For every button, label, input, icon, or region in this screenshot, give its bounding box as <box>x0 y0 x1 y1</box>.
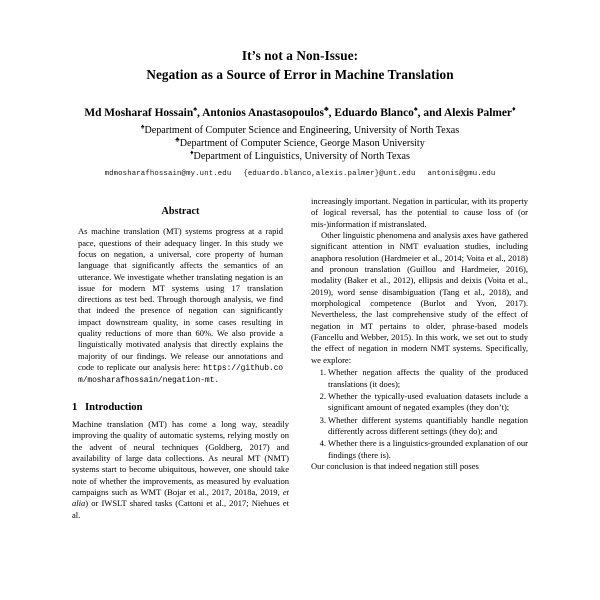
affiliation-mark-1: ♠ <box>140 123 145 131</box>
introduction-text-clipped: shared tasks (Cattoni et al., 2017; Niehues et al. <box>72 498 289 520</box>
author-name-1: Md Mosharaf Hossain <box>84 107 194 119</box>
introduction-text-part-2: ) or IWSLT <box>85 498 127 509</box>
email-1: mdmosharafhossain@my.unt.edu <box>104 169 232 178</box>
affiliation-1 <box>0 124 600 137</box>
right-closing-clipped: Our conclusion is that indeed negation still poses <box>311 460 479 471</box>
email-3: antonis@gmu.edu <box>427 169 496 178</box>
list-item: Whether the typically-used evaluation datasets include a significant amount of negated examples (they don’t); <box>328 390 528 413</box>
research-questions-list <box>311 367 528 461</box>
affiliation-2 <box>0 137 600 150</box>
introduction-paragraph-1 <box>72 419 289 521</box>
list-item: Whether negation affects the quality of the produced translations (it does); <box>328 367 528 389</box>
author-name-2: Antonios Anastasopoulos <box>202 107 324 119</box>
list-item: Whether different systems quantifiably handle negation differently across different settings (they do); and <box>328 414 528 436</box>
list-item: Whether there is a linguistics-grounded explanation of our findings (there is). <box>328 438 528 460</box>
author-affiliation-mark-1: ♠ <box>193 105 198 114</box>
author-name-3: Eduardo Blanco <box>334 107 414 119</box>
affiliation-text-3: Department of Linguistics, University of North Texas <box>193 151 410 163</box>
author-affiliation-mark-3: ♠ <box>413 105 418 114</box>
introduction-text-italic: et alia <box>72 486 289 509</box>
author-affiliation-mark-2: ♣ <box>323 105 329 114</box>
page-title-line-2: Negation as a Source of Error in Machine Translation <box>146 67 454 82</box>
right-column <box>311 196 528 600</box>
abstract-text: As machine translation (MT) systems progress at a rapid pace, questions of their adequacy linger. In this study we focus on negation, a universal, core property of human language that significantly affects the semantics of an utterance. We investigate whether translating negation is an issue for modern MT systems using 17 translation directions as test bed. Through thorough analysis, we find that indeed the presence of negation can significantly impact downstream quality, in some cases resulting in quality reductions of more than 60%. We also provide a linguistically motivated analysis that directly explains the majority of our findings. We release our annotations and code to replicate our analysis here: <box>78 226 283 372</box>
abstract-body <box>72 226 289 386</box>
affiliation-text-2: Department of Computer Science, George Mason University <box>179 138 425 150</box>
section-number: 1 <box>72 401 78 413</box>
author-emails <box>0 170 600 178</box>
affiliation-mark-2: ♣ <box>175 136 180 144</box>
author-affiliation-mark-4: ♦ <box>512 105 516 114</box>
right-paragraph-related-work: Other linguistic phenomena and analysis axes have gathered significant attention in NMT evaluation studies, including anaphora resolution (Hardmeier et al., 2014; Voita et al., 2018) and pronoun translation (Guillou and Hardmeier, 2016), modality (Baker et al., 2012), ellipsis and deixis (Voita et al., 2019), word sense disambiguation (Tang et al., 2018), and morphological competence (Burlot and Yvon, 2017). Nevertheless, the last comprehensive study of the effect of negation in MT pertains to older, phrase-based models (Fancellu and Webber, 2015). In this work, we set out to study the effect of negation in modern NMT systems. Specifically, we explore: <box>311 230 528 365</box>
abstract-heading: Abstract <box>161 206 200 217</box>
email-2: {eduardo.blanco,alexis.palmer}@unt.edu <box>243 169 416 178</box>
section-heading-introduction <box>72 402 289 413</box>
author-name-4: Alexis Palmer <box>443 107 512 119</box>
page-title-line-1: It’s not a Non-Issue: <box>241 48 359 63</box>
introduction-text-part-1: Machine translation (MT) has come a long way, steadily improving the quality of automatic systems, relying mostly on the advent of neural techniques (Goldberg, 2017) and availability of large data collections. As neural MT (NMT) systems start to become ubiquitous, however, one should take note of whether the improvements, as measured by evaluation campaigns such as WMT (Bojar et al., 2017, 2018a, 2019, <box>72 418 289 497</box>
left-column <box>72 196 289 600</box>
affiliation-list <box>0 124 600 164</box>
section-title: Introduction <box>85 401 143 413</box>
repository-url[interactable]: https://github.com/mosharafhossain/negation-mt. <box>78 363 283 386</box>
author-conjunction: and <box>423 107 442 119</box>
affiliation-mark-3: ♦ <box>190 150 194 158</box>
body-columns <box>0 196 600 600</box>
author-list: Md Mosharaf Hossain♠, Antonios Anastasopoulos♣, Eduardo Blanco♠, and Alexis Palmer♦ <box>84 105 516 119</box>
title-block <box>0 0 600 84</box>
right-paragraph-continuation: increasingly important. Negation in particular, with its property of logical reversal, has the potential to cause loss of (or mis-)information if mistranslated. <box>311 196 528 229</box>
affiliation-text-1: Department of Computer Science and Engineering, University of North Texas <box>144 125 460 136</box>
affiliation-3 <box>0 150 600 163</box>
